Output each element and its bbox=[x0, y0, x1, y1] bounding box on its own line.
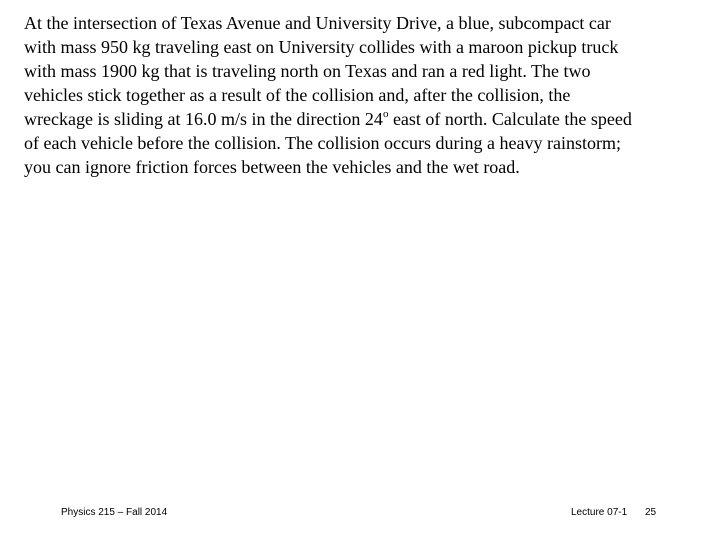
problem-line-5-start: wreckage is sliding at 16.0 m/s in the direction 24 bbox=[24, 109, 383, 129]
problem-statement bbox=[24, 11, 712, 179]
problem-line-7: you can ignore friction forces between the vehicles and the wet road. bbox=[24, 157, 520, 177]
problem-line-4: vehicles stick together as a result of the collision and, after the collision, the bbox=[24, 85, 571, 105]
problem-line-5-end: east of north. Calculate the speed bbox=[388, 109, 632, 129]
problem-line-5 bbox=[24, 107, 712, 131]
problem-line-6: of each vehicle before the collision. The collision occurs during a heavy rainstorm; bbox=[24, 133, 621, 153]
problem-line-2: with mass 950 kg traveling east on University collides with a maroon pickup truck bbox=[24, 37, 619, 57]
footer-course: Physics 215 – Fall 2014 bbox=[61, 507, 168, 518]
degree-symbol: o bbox=[382, 108, 389, 120]
problem-line-1: At the intersection of Texas Avenue and University Drive, a blue, subcompact car bbox=[24, 13, 611, 33]
problem-line-3: with mass 1900 kg that is traveling north on Texas and ran a red light. The two bbox=[24, 61, 591, 81]
footer-lecture: Lecture 07-1 bbox=[571, 507, 628, 518]
footer-page-number: 25 bbox=[645, 507, 657, 518]
